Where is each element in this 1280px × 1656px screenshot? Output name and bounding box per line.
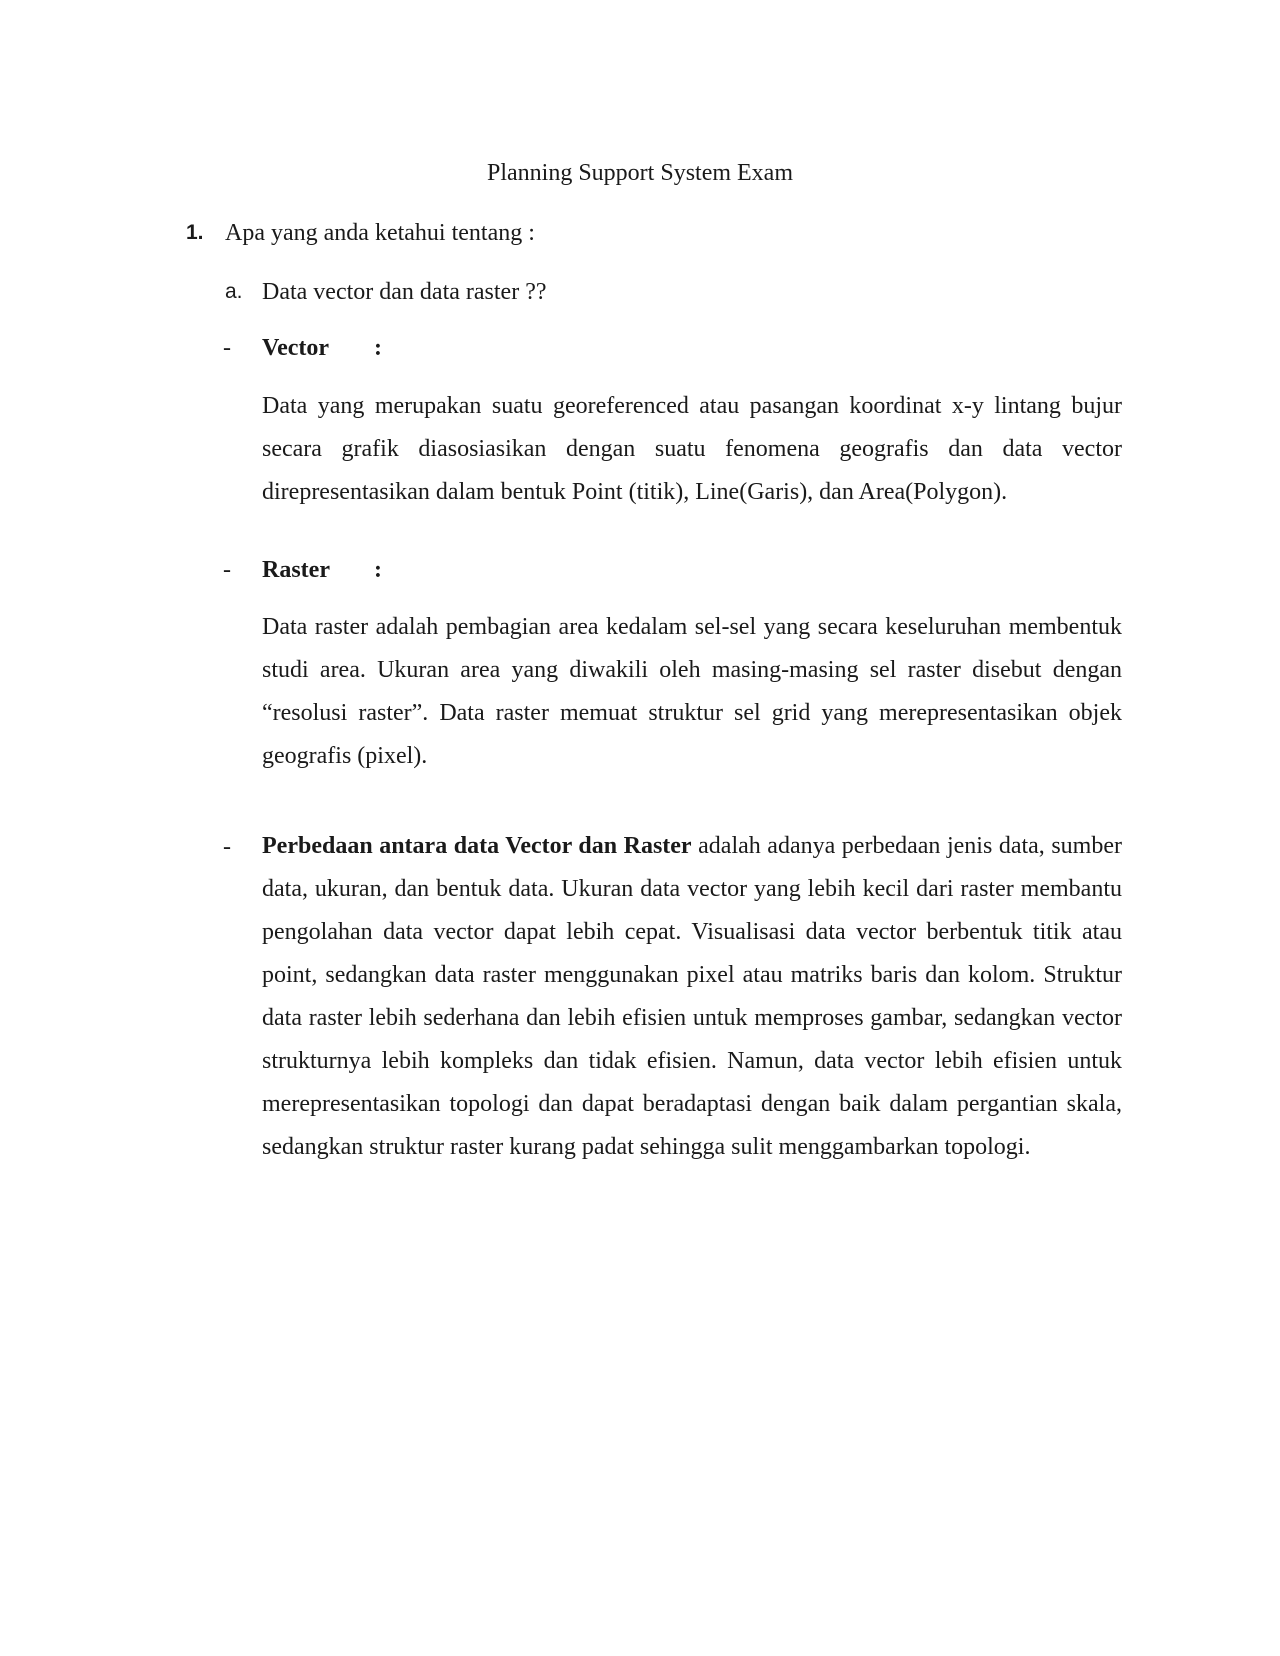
subquestion-text: Data vector dan data raster ?? — [262, 279, 547, 305]
vector-heading: Vector — [262, 335, 330, 361]
question-number: 1. — [186, 221, 204, 244]
raster-bullet: - — [223, 557, 231, 583]
raster-paragraph: Data raster adalah pembagian area kedalam sel-sel yang secara keseluruhan membentuk studi area. Ukuran area yang diwakili oleh masing-masing sel raster disebut dengan “resolusi raster”. Data raster memuat struktur sel grid yang merepresentasikan objek geografis (pixel). — [262, 614, 1122, 769]
vector-paragraph: Data yang merupakan suatu georeferenced atau pasangan koordinat x-y lintang bujur secara grafik diasosiasikan dengan suatu fenomena geografis dan data vector direpresentasikan dalam bentuk Point (titik), Line(Garis), dan Area(Polygon). — [262, 393, 1122, 505]
vector-bullet: - — [223, 335, 231, 361]
raster-heading-colon: : — [374, 557, 382, 583]
question-text: Apa yang anda ketahui tentang : — [225, 220, 535, 246]
vector-heading-colon: : — [374, 335, 382, 361]
difference-paragraph — [262, 825, 1122, 1169]
difference-body: adalah adanya perbedaan jenis data, sumber data, ukuran, dan bentuk data. Ukuran data vector yang lebih kecil dari raster membantu pengolahan data vector dapat lebih cepat. Visualisasi data vector berbentuk titik atau point, sedangkan data raster menggunakan pixel atau matriks baris dan kolom. Struktur data raster lebih sederhana dan lebih efisien untuk memproses gambar, sedangkan vector strukturnya lebih kompleks dan tidak efisien. Namun, data vector lebih efisien untuk merepresentasikan topologi dan dapat beradaptasi dengan baik dalam pergantian skala, sedangkan struktur raster kurang padat sehingga sulit menggambarkan topologi. — [262, 833, 1122, 1160]
difference-bullet: - — [223, 834, 231, 860]
raster-heading: Raster — [262, 557, 330, 583]
document-title: Planning Support System Exam — [487, 160, 793, 186]
difference-bold-lead: Perbedaan antara data Vector dan Raster — [262, 833, 692, 859]
subquestion-marker: a. — [225, 280, 243, 303]
